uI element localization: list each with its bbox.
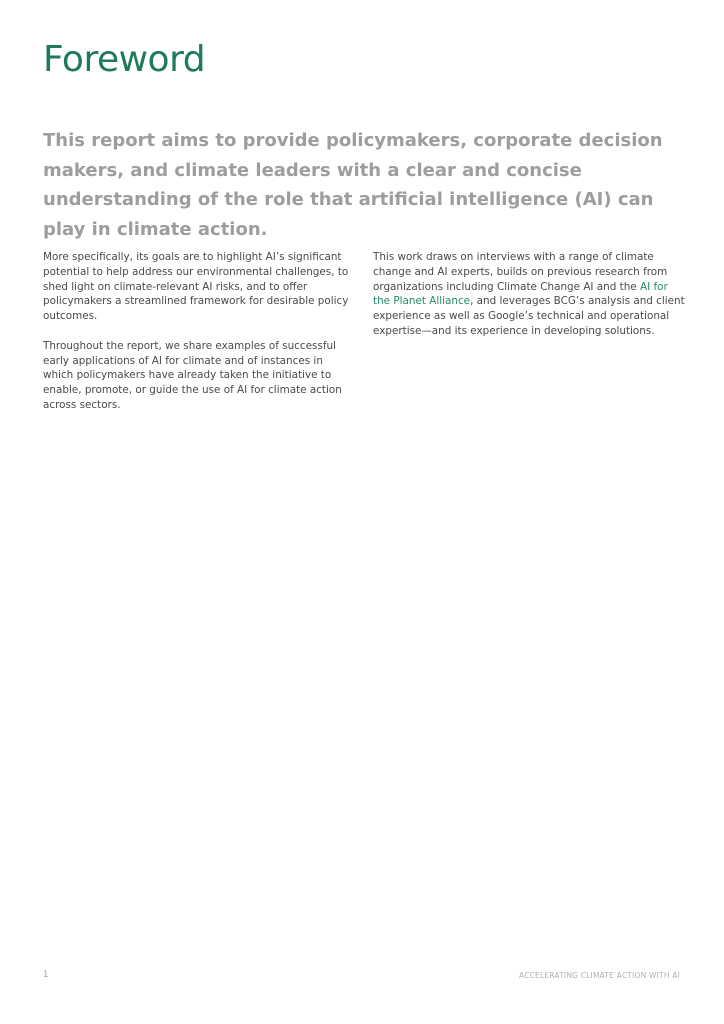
- right-column: [373, 250, 685, 354]
- left-paragraph-1: More specifically, its goals are to highlight AI’s significant potential to help address our environmental challenges, to shed light on climate-relevant AI risks, and to offer policymakers a streamlined framework for desirable policy outcomes.: [43, 251, 349, 323]
- right-text-before-link: This work draws on interviews with a range of climate change and AI experts, builds on previous research from organizations including Climate Change AI and the: [373, 251, 668, 293]
- right-paragraph-1: [373, 250, 685, 339]
- page-number: 1: [43, 970, 49, 980]
- lede-paragraph: This report aims to provide policymakers, corporate decision makers, and climate leaders with a clear and concise understanding of the role that artificial intelligence (AI) can play in climate action.: [43, 130, 663, 240]
- right-text-after-link: , and leverages BCG’s analysis and client experience as well as Google’s technical and operational expertise—and its experience in developing solutions.: [373, 295, 685, 337]
- ai-for-the-planet-alliance-link[interactable]: AI for the Planet Alliance: [373, 280, 668, 308]
- left-column: [43, 250, 353, 428]
- left-paragraph-2: Throughout the report, we share examples of successful early applications of AI for climate and of instances in which policymakers have already taken the initiative to enable, promote, or guide the use of AI for climate action across sectors.: [43, 339, 342, 411]
- running-title: ACCELERATING CLIMATE ACTION WITH AI: [518, 971, 680, 980]
- page-title: Foreword: [43, 39, 206, 80]
